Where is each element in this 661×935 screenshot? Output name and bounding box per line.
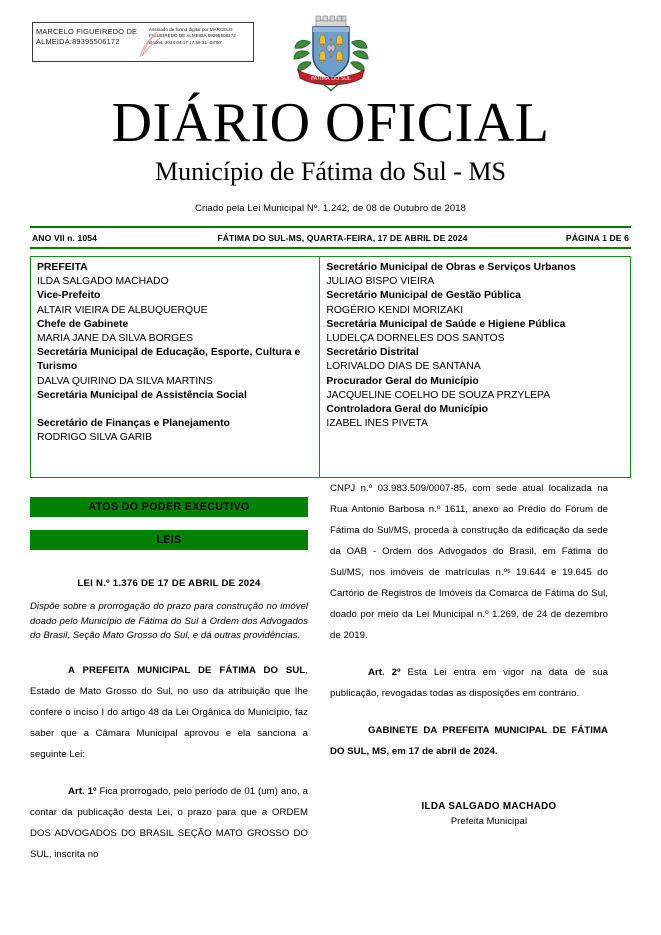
official-entry <box>326 403 625 431</box>
official-name: JACQUELINE COELHO DE SOUZA PRZYLEPA <box>326 389 551 401</box>
signature-details <box>145 23 253 61</box>
law-article-1 <box>30 781 308 865</box>
law-title: LEI N.º 1.376 DE 17 DE ABRIL DE 2024 <box>77 578 261 589</box>
page-indicator: PÁGINA 1 DE 6 <box>565 232 629 243</box>
preamble-text: , Estado de Mato Grosso do Sul, no uso da atribuição que lhe confere o inciso I do artigo 48 da Lei Orgânica do Município, faz saber que a Câmara Municipal aprovou e ela sanciona a seguinte Lei: <box>30 664 308 760</box>
official-entry <box>37 389 314 403</box>
official-entry <box>326 318 625 346</box>
officials-column-left <box>31 257 320 477</box>
law-closing <box>330 720 608 762</box>
closing-date: abril de 2024. <box>433 746 498 757</box>
official-name: ILDA SALGADO MACHADO <box>37 276 169 288</box>
officials-column-right <box>320 257 630 477</box>
crest-ribbon-text: FÁTIMA DO SUL <box>310 76 351 82</box>
official-role: Controladora Geral do Município <box>326 404 488 416</box>
official-name: JULIAO BISPO VIEIRA <box>326 276 435 288</box>
digital-signature-stamp <box>32 22 254 62</box>
official-role: Procurador Geral do Município <box>326 375 479 387</box>
official-entry <box>37 261 314 289</box>
section-banner-laws: LEIS <box>30 530 308 550</box>
official-name: MARIA JANE DA SILVA BORGES <box>37 333 194 345</box>
official-name: ALTAIR VIEIRA DE ALBUQUERQUE <box>37 304 208 316</box>
issue-info-bar <box>30 226 631 249</box>
body-column-left <box>30 478 308 865</box>
signature-date-line: Dados: 2024.04.17 17:58:31 -04'00' <box>149 39 222 45</box>
creation-law-note: Criado pela Lei Municipal Nº. 1.242, de 08 de Outubro de 2018 <box>195 203 466 214</box>
official-role: PREFEITA <box>37 262 88 273</box>
body-column-right <box>330 478 608 865</box>
law-summary: Dispõe sobre a prorrogação do prazo para construção no imóvel doado pelo Município de Fátima do Sul à Ordem dos Advogados do Brasil, Seção Mato Grosso do Sul, e dá outras providências. <box>30 601 308 642</box>
official-role: Secretária Municipal de Assistência Social <box>37 389 247 401</box>
official-name: LORIVALDO DIAS DE SANTANA <box>326 361 481 373</box>
official-role: Secretário Municipal de Obras e Serviços Urbanos <box>326 262 576 273</box>
official-entry <box>326 375 625 403</box>
law-article-2 <box>330 662 608 704</box>
closing-emphasis: GABINETE DA PREFEITA MUNICIPAL DE FÁTIMA DO SUL, MS, em 17 de <box>330 725 608 757</box>
official-name: LUDELÇA DORNELES DOS SANTOS <box>326 333 505 345</box>
official-role: Secretário Distrital <box>326 347 419 359</box>
official-entry <box>37 346 314 389</box>
official-entry <box>326 346 625 374</box>
officials-table <box>30 256 631 478</box>
official-role: Secretário de Finanças e Planejamento <box>37 418 230 430</box>
official-entry <box>326 261 625 289</box>
page-title: DIÁRIO OFICIAL <box>111 92 550 154</box>
section-banner-executive-acts: ATOS DO PODER EXECUTIVO <box>30 497 308 517</box>
article-body <box>30 478 631 865</box>
page-subtitle: Município de Fátima do Sul - MS <box>155 157 506 186</box>
signature-block <box>330 800 608 828</box>
article-1-label: Art. 1º <box>68 785 97 797</box>
law-article-1-continuation: CNPJ n.º 03.983.509/0007-85, com sede atual localizada na Rua Antonio Barbosa n.º 1611, anexo ao Prédio do Fórum de Fátima do Sul/MS, proceda à construção da edificação da sede da OAB - Ordem dos Advogados do Brasil, em Fátima do Sul/MS, nos imóveis de matrículas n.ºˢ 19.644 e 19.645 do Cartório de Registros de Imóveis da Comarca de Fátima do Sul, doado por meio da Lei Municipal n.º 1.269, de 24 de dezembro de 2019. <box>330 483 608 641</box>
article-2-text: Esta Lei entra em vigor na data de sua publicação, revogadas todas as disposições em contrário. <box>330 667 608 699</box>
page-header <box>30 0 631 92</box>
official-role: Secretária Municipal de Educação, Esporte, Cultura e Turismo <box>37 347 301 373</box>
law-preamble <box>30 660 308 765</box>
official-role: Chefe de Gabinete <box>37 318 129 330</box>
official-entry <box>37 289 314 317</box>
official-name: DALVA QUIRINO DA SILVA MARTINS <box>37 375 213 387</box>
official-name: ROGÉRIO KENDI MORIZAKI <box>326 304 464 316</box>
official-name: IZABEL INES PIVETA <box>326 418 428 430</box>
official-entry <box>37 417 314 445</box>
issue-number: ANO VII n. 1054 <box>32 232 98 243</box>
official-name: RODRIGO SILVA GARIB <box>37 432 153 444</box>
municipal-coat-of-arms-icon <box>292 12 370 92</box>
signature-holder-name: MARCELO FIGUEIREDO DE ALMEIDA:89395506172 <box>36 27 138 46</box>
official-role: Secretária Municipal de Saúde e Higiene Pública <box>326 318 566 330</box>
official-role: Secretário Municipal de Gestão Pública <box>326 290 521 302</box>
official-role: Vice-Prefeito <box>37 290 101 302</box>
article-1-text: Fica prorrogado, pelo período de 01 (um) ano, a contar da publicação desta Lei, o prazo para que a ORDEM DOS ADVOGADOS DO BRASIL SEÇÃO MATO GROSSO DO SUL, inscrita no <box>30 785 308 860</box>
signer-name: ILDA SALGADO MACHADO <box>421 801 557 812</box>
issue-place-date: FÁTIMA DO SUL-MS, QUARTA-FEIRA, 17 DE ABRIL DE 2024 <box>217 232 468 243</box>
officials-spacer <box>37 403 314 417</box>
signer-role: Prefeita Municipal <box>450 815 528 826</box>
official-entry <box>37 318 314 346</box>
article-2-label: Art. 2º <box>368 667 401 678</box>
official-entry <box>326 289 625 317</box>
preamble-emphasis: A PREFEITA MUNICIPAL DE FÁTIMA DO SUL <box>68 664 306 676</box>
signature-detail-line: Assinado de forma digital por MARCELO FIGUEIREDO DE ALMEIDA:89395506172 <box>149 27 236 39</box>
